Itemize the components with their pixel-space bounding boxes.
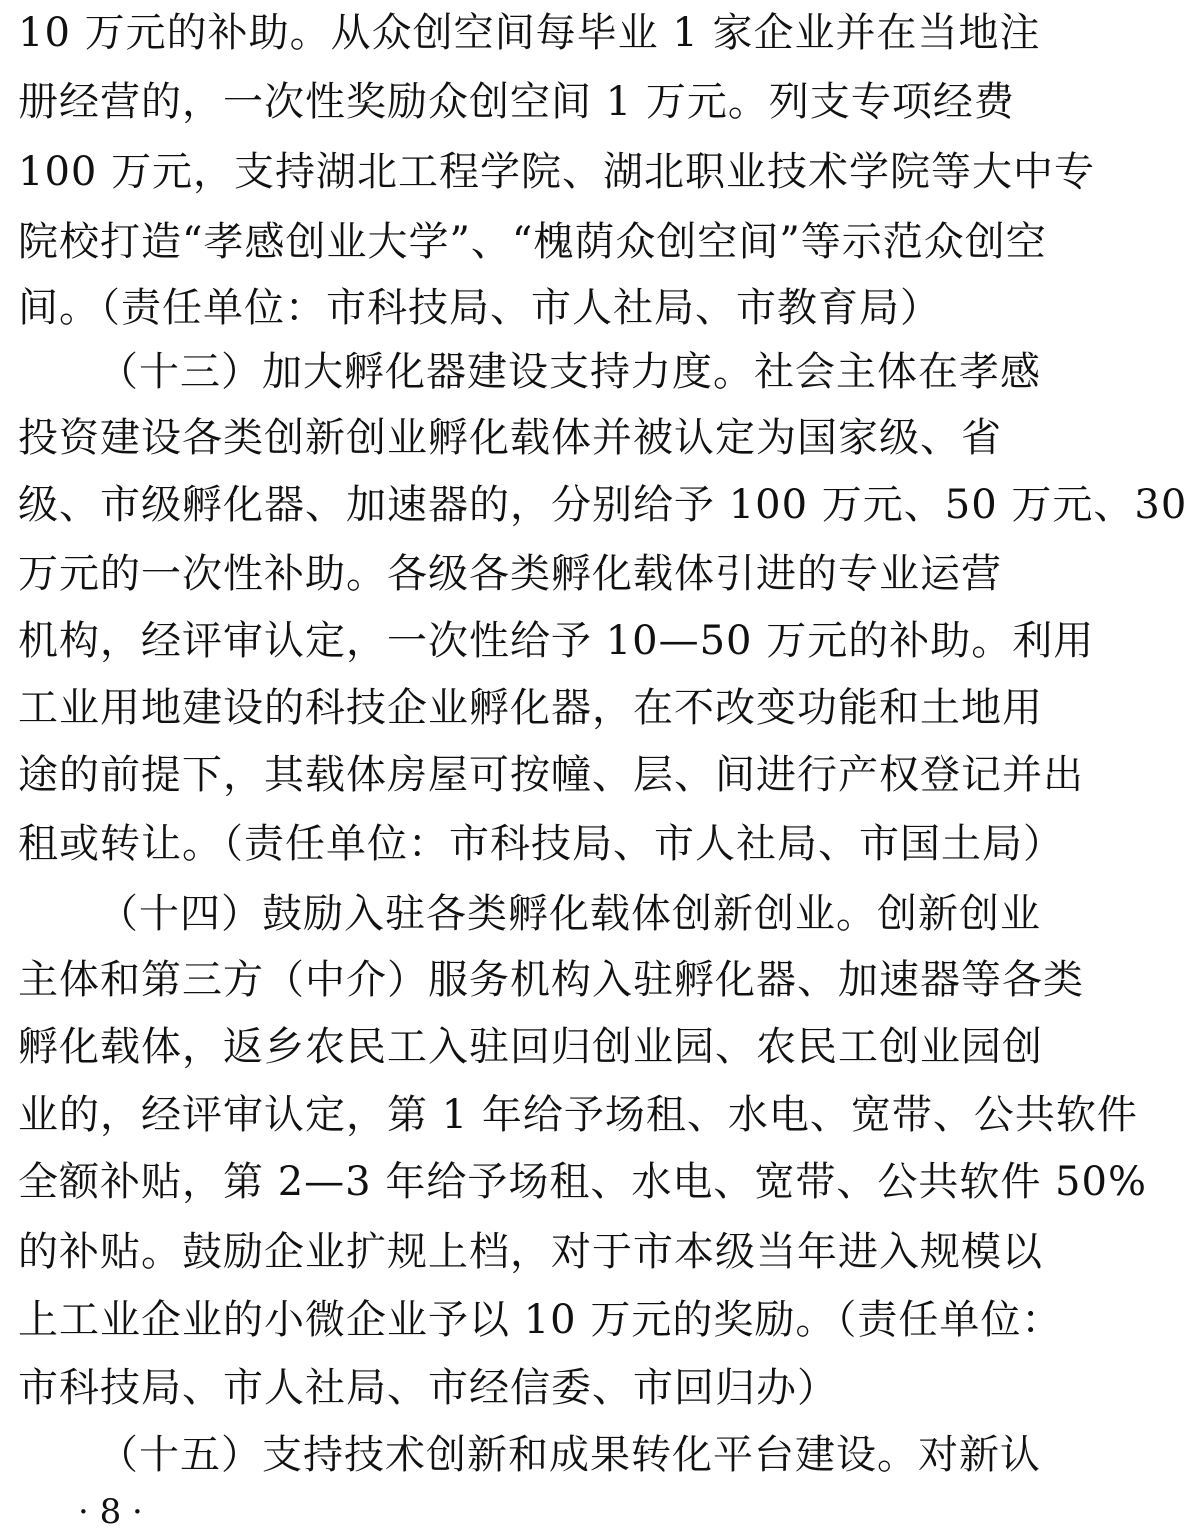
text-line-10: 机构，经评审认定，一次性给予 10—50 万元的补助。利用 — [18, 618, 1095, 664]
text-line-18: 全额补贴，第 2—3 年给予场租、水电、宽带、公共软件 50% — [18, 1159, 1147, 1205]
text-line-16: 孵化载体，返乡农民工入驻回归创业园、农民工创业园创 — [18, 1024, 1043, 1070]
text-line-1: 10 万元的补助。从众创空间每毕业 1 家企业并在当地注 — [18, 10, 1041, 56]
text-line-7: 投资建设各类创新创业孵化载体并被认定为国家级、省 — [18, 415, 1002, 461]
text-line-13: 租或转让。（责任单位：市科技局、市人社局、市国土局） — [18, 821, 1064, 867]
text-line-3: 100 万元，支持湖北工程学院、湖北职业技术学院等大中专 — [18, 149, 1096, 195]
document-page — [18, 0, 1187, 1536]
text-line-9: 万元的一次性补助。各级各类孵化载体引进的专业运营 — [18, 551, 1002, 597]
text-line-21: 市科技局、市人社局、市经信委、市回归办） — [18, 1365, 838, 1411]
section-14-heading-line: （十四）鼓励入驻各类孵化载体创新创业。创新创业 — [98, 891, 1041, 937]
section-13-heading-line: （十三）加大孵化器建设支持力度。社会主体在孝感 — [98, 349, 1041, 395]
text-line-4: 院校打造“孝感创业大学”、“槐荫众创空间”等示范众创空 — [18, 219, 1047, 265]
page-number: · 8 · — [78, 1492, 143, 1532]
text-line-11: 工业用地建设的科技企业孵化器，在不改变功能和土地用 — [18, 685, 1043, 731]
text-line-2: 册经营的，一次性奖励众创空间 1 万元。列支专项经费 — [18, 79, 1015, 125]
text-line-20: 上工业企业的小微企业予以 10 万元的奖励。（责任单位： — [18, 1297, 1063, 1343]
text-line-17: 业的，经评审认定，第 1 年给予场租、水电、宽带、公共软件 — [18, 1092, 1138, 1138]
text-line-19: 的补贴。鼓励企业扩规上档，对于市本级当年进入规模以 — [18, 1229, 1043, 1275]
text-line-15: 主体和第三方（中介）服务机构入驻孵化器、加速器等各类 — [18, 957, 1084, 1003]
text-line-8: 级、市级孵化器、加速器的，分别给予 100 万元、50 万元、30 — [18, 482, 1187, 528]
text-line-12: 途的前提下，其载体房屋可按幢、层、间进行产权登记并出 — [18, 752, 1084, 798]
text-line-5: 间。（责任单位：市科技局、市人社局、市教育局） — [18, 285, 941, 331]
section-15-heading-line: （十五）支持技术创新和成果转化平台建设。对新认 — [98, 1432, 1041, 1478]
